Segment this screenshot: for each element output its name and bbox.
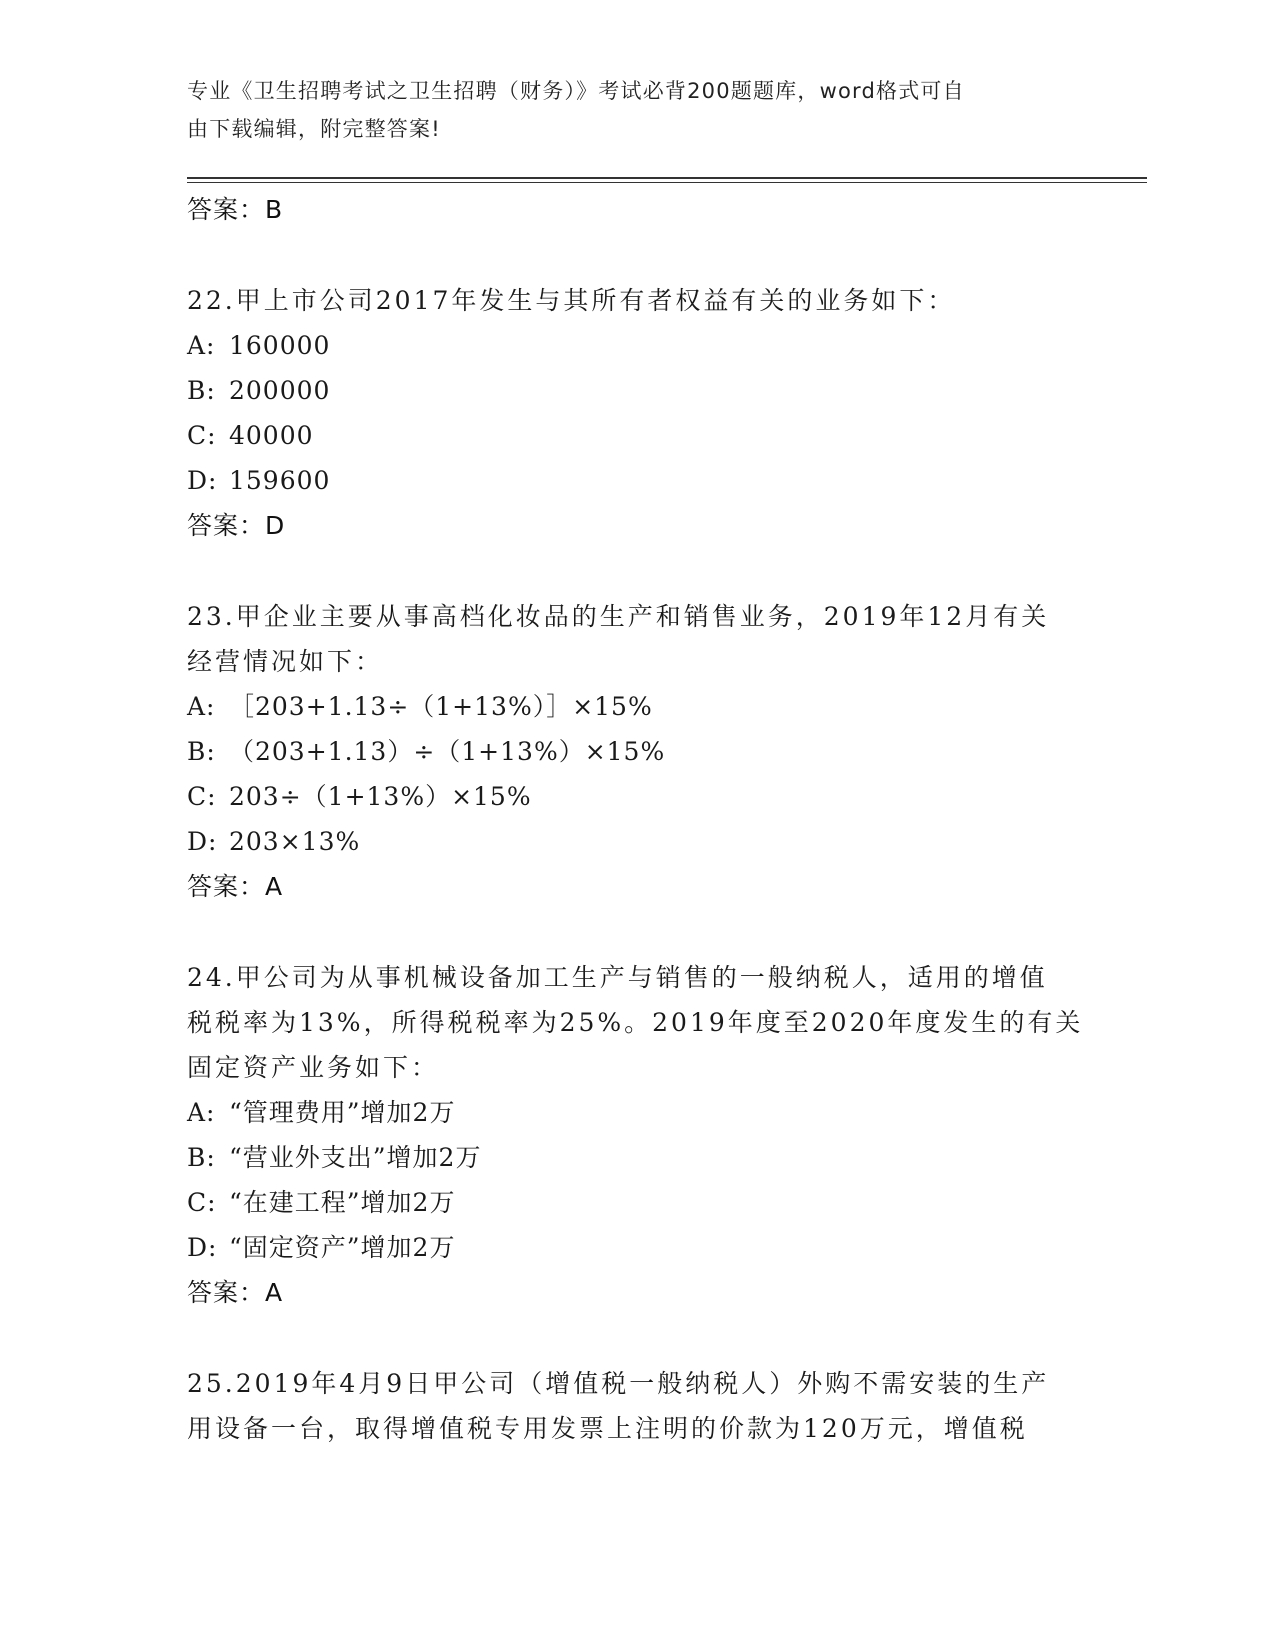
option-key: C:	[187, 782, 217, 811]
option-key: B:	[187, 737, 216, 766]
option-key: C:	[187, 421, 217, 450]
option-text: “营业外支出”增加2万	[229, 1143, 482, 1172]
question-25	[187, 1361, 1087, 1451]
option-a	[187, 684, 1087, 729]
option-key: C:	[187, 1188, 217, 1217]
option-b	[187, 368, 1087, 413]
question-22	[187, 278, 1087, 548]
option-text: 200000	[229, 376, 331, 405]
spacer	[187, 1315, 1087, 1361]
spacer	[187, 548, 1087, 594]
previous-answer: 答案：B	[187, 195, 284, 224]
question-24	[187, 955, 1087, 1315]
option-text: （203+1.13）÷（1+13%）×15%	[229, 737, 666, 766]
option-text: “在建工程”增加2万	[229, 1188, 456, 1217]
option-text: 40000	[229, 421, 314, 450]
option-c	[187, 774, 1087, 819]
question-list	[187, 187, 1087, 1451]
document-page	[187, 0, 1147, 1650]
option-key: A:	[187, 692, 216, 721]
header-divider-thick	[187, 177, 1147, 179]
option-text: 160000	[229, 331, 331, 360]
option-text: “固定资产”增加2万	[229, 1233, 456, 1262]
option-b	[187, 1135, 1087, 1180]
option-a	[187, 1090, 1087, 1135]
option-text: “管理费用”增加2万	[229, 1098, 456, 1127]
option-text: 203×13%	[229, 827, 361, 856]
question-text-line: 22.甲上市公司2017年发生与其所有者权益有关的业务如下：	[187, 286, 956, 315]
header-title-line-1: 专业《卫生招聘考试之卫生招聘（财务）》考试必背200题题库，word格式可自	[187, 79, 965, 103]
spacer	[187, 232, 1087, 278]
option-text: 159600	[229, 466, 331, 495]
option-key: B:	[187, 376, 216, 405]
question-text-line: 24.甲公司为从事机械设备加工生产与销售的一般纳税人，适用的增值	[187, 963, 1048, 992]
question-text-line: 用设备一台，取得增值税专用发票上注明的价款为120万元，增值税	[187, 1414, 1028, 1443]
option-d	[187, 819, 1087, 864]
option-key: D:	[187, 827, 218, 856]
option-b	[187, 729, 1087, 774]
question-text-line: 固定资产业务如下：	[187, 1053, 440, 1082]
option-key: A:	[187, 331, 216, 360]
option-text: ［203+1.13÷（1+13%）］×15%	[229, 692, 653, 721]
option-c	[187, 1180, 1087, 1225]
option-a	[187, 323, 1087, 368]
header-title-line-2: 由下载编辑，附完整答案!	[187, 117, 441, 141]
question-text-line: 经营情况如下：	[187, 647, 384, 676]
option-key: D:	[187, 1233, 218, 1262]
option-d	[187, 458, 1087, 503]
question-text-line: 23.甲企业主要从事高档化妆品的生产和销售业务，2019年12月有关	[187, 602, 1050, 631]
option-key: A:	[187, 1098, 216, 1127]
answer-label: 答案：D	[187, 511, 286, 540]
answer-label: 答案：A	[187, 1278, 284, 1307]
question-text-line: 税税率为13%，所得税税率为25%。2019年度至2020年度发生的有关	[187, 1008, 1084, 1037]
option-text: 203÷（1+13%）×15%	[229, 782, 532, 811]
question-23	[187, 594, 1087, 909]
spacer	[187, 909, 1087, 955]
answer-label: 答案：A	[187, 872, 284, 901]
option-c	[187, 413, 1087, 458]
option-key: D:	[187, 466, 218, 495]
question-text-line: 25.2019年4月9日甲公司（增值税一般纳税人）外购不需安装的生产	[187, 1369, 1050, 1398]
document-header	[187, 72, 1067, 148]
option-key: B:	[187, 1143, 216, 1172]
header-divider-thin	[187, 182, 1147, 183]
option-d	[187, 1225, 1087, 1270]
